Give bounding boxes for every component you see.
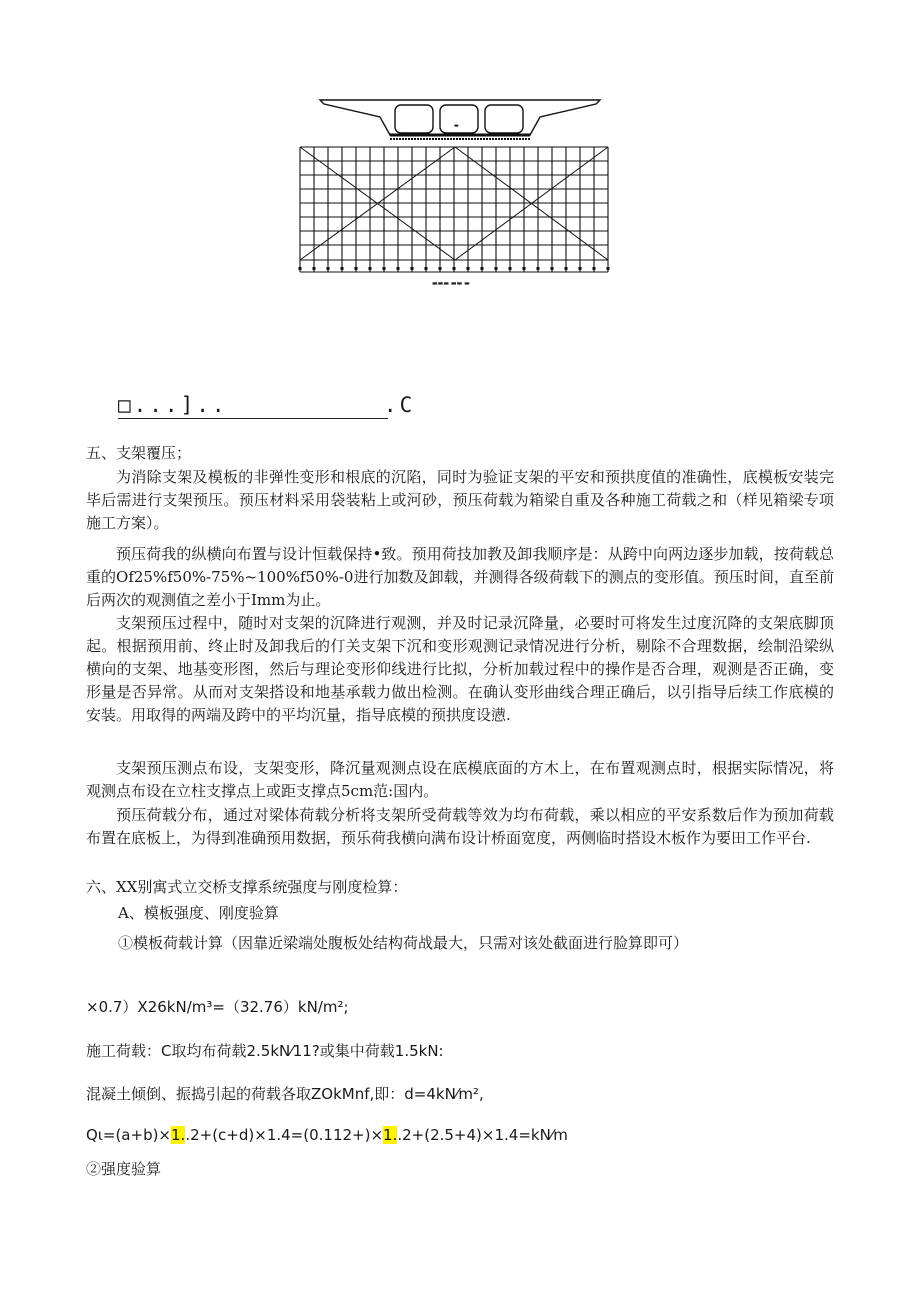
q-formula-part-2: .2+(c+d)×1.4=(0.112+)× [185,1126,384,1144]
formula-self-weight: ×0.7）X26kN/m³=（32.76）kN/m²; [86,998,349,1016]
section-5-paragraph-3: 支架预压过程中，随时对支架的沉降进行观测，并及时记录沉降量，必要时可将发生过度沉降的支架底脚顶起。根据预用前、终止时及卸我后的仃关支架下沉和变形观测记录情况进行分析，剔除不合理数据，绘制沿梁纵横向的支架、地基变形图，然后与理论变形仰线进行比拟，分析加载过程中的操作是否合理，观测是否正确，变形量是否异常。从而对支架搭设和地基承载力做出检测。在确认变形曲线合理正确后，以引指导后续工作底模的安装。用取得的两端及跨中的平均沉量，指导底模的预拱度设懑. [86,614,834,724]
subsection-a-heading: A、模板强度、刚度验算 [118,904,279,922]
figure-label: ▬▬▬ ▬▬ ▬ [432,280,470,287]
base-plate [439,267,442,270]
section-5-heading: 五、支架覆压； [86,444,192,462]
base-plate [425,267,428,270]
construction-load-text: 施工荷载：C取均布荷载2.5kN⁄11?或集中荷载1.5kN: [86,1042,444,1060]
item-2-heading: ②强度验算 [86,1160,162,1178]
section-5-paragraph-1: 为消除支架及模板的非弹性变形和根底的沉陷，同时为验证支架的平安和预拱度值的准确性，底模板安装完毕后需进行支架预压。预压材料采用袋装粘上或河砂，预压荷载为箱梁自重及各种施工荷载之和（样见箱梁专项施工方案）。 [86,468,834,532]
base-plate [313,267,316,270]
section-5-paragraph-4: 支架预压测点布设，支架变形，降沉量观测点设在底模底面的方木上，在布置观测点时，根据实际情况，将观测点布设在立柱支撑点上或距支撑点5cm范:国内。 [86,759,834,800]
q-formula-part-1: Qι=(a+b)× [86,1126,172,1144]
figure-caption: □...].. .C [118,393,416,417]
base-plate [481,267,484,270]
box-girder-section [320,100,600,139]
q-load-formula [86,1124,568,1146]
scaffold-grid [300,147,608,272]
base-plate [523,267,526,270]
q-formula-part-3: .2+(2.5+4)×1.4=kN⁄m [397,1126,568,1144]
base-plate [537,267,540,270]
base-plate [397,267,400,270]
base-plate [327,267,330,270]
concrete-load-text: 混凝土倾倒、振捣引起的荷载各取ZOkMnf,即：d=4kN⁄m², [86,1085,484,1103]
base-plate [369,267,372,270]
base-plate [607,267,610,270]
base-plate-row [299,267,610,270]
base-plate [579,267,582,270]
base-plate [383,267,386,270]
base-plate [565,267,568,270]
base-plate [495,267,498,270]
support-scaffold-diagram [290,95,630,295]
base-plate [467,267,470,270]
section-5-paragraph-5: 预压荷载分布，通过对梁体荷载分析将支架所受荷载等效为均布荷载，乘以相应的平安系数后作为预加荷载布置在底板上，为得到准确预用数据，预乐荷我横向满布设计桥面宽度，两侧临时搭设木板作为要田工作平台. [86,806,834,847]
highlighted-number-2: 1. [383,1126,398,1144]
highlighted-number-1: 1. [171,1126,186,1144]
base-plate [355,267,358,270]
base-plate [299,267,302,270]
base-plate [509,267,512,270]
base-plate [411,267,414,270]
base-plate [593,267,596,270]
base-plate [341,267,344,270]
item-1-heading: ①模板荷载计算（因靠近梁端处腹板处结构荷战最大，只需对该处截面进行脸算即可） [118,934,689,952]
section-5-paragraph-2: 预压荷我的纵横向布置与设计恒载保持•致。预用荷技加教及卸我顺序是：从跨中向两边逐步加载，按荷载总重的Of25%f50%-75%~100%f50%-0进行加数及卸载，并测得各级荷载下的测点的变形值。预压时间，直至前后两次的观测值之差小于Imm为止。 [86,545,834,609]
svg-text:▬: ▬ [454,123,459,129]
base-plate [453,267,456,270]
section-6-heading: 六、XX别寓式立交桥支撑系统强度与刚度检算： [86,878,408,896]
base-plate [551,267,554,270]
